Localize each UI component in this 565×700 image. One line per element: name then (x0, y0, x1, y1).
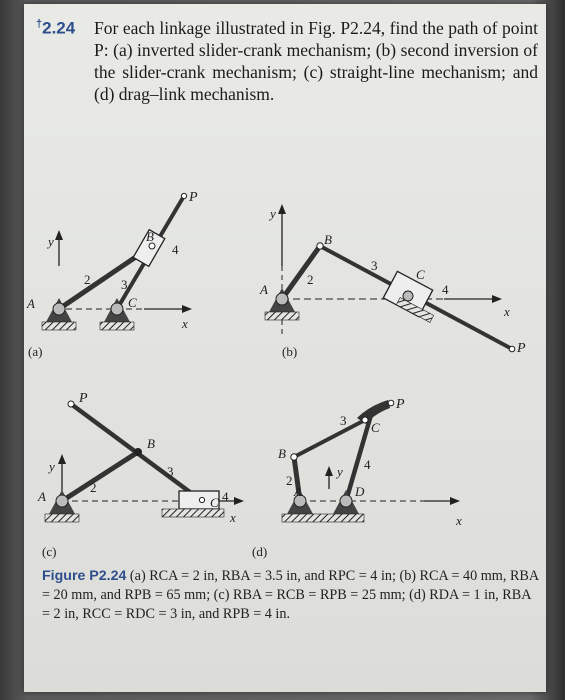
label-d-3: 3 (340, 413, 347, 428)
caption-title: Figure P2.24 (42, 568, 127, 584)
label-a-C: C (128, 295, 137, 310)
label-b-4: 4 (442, 282, 449, 297)
label-a-x: x (182, 316, 188, 331)
label-a-P: P (189, 190, 198, 205)
label-d-4: 4 (364, 457, 371, 472)
figure-b (259, 204, 526, 359)
label-b-y: y (270, 206, 276, 221)
label-d-2: 2 (286, 473, 293, 488)
label-d-P: P (396, 397, 405, 412)
label-a-2: 2 (84, 272, 91, 287)
label-b-C: C (416, 267, 425, 282)
figure-c-tag: (c) (42, 544, 57, 559)
label-b-3: 3 (371, 258, 378, 273)
figure-b-tag: (b) (282, 344, 298, 359)
textbook-page (24, 4, 546, 692)
label-a-A: A (27, 296, 35, 311)
figure-d (252, 397, 462, 559)
label-a-B: B (146, 229, 154, 244)
label-c-B: B (147, 436, 155, 451)
label-b-A: A (260, 282, 268, 297)
label-d-A: A (294, 484, 302, 499)
figure-a-tag: (a) (28, 344, 43, 359)
label-d-D: D (355, 484, 365, 499)
label-c-A: A (38, 489, 46, 504)
label-c-P: P (79, 391, 88, 406)
label-a-y: y (48, 234, 54, 249)
label-b-x: x (504, 304, 510, 319)
label-c-y: y (49, 459, 55, 474)
caption-text: (a) RCA = 2 in, RBA = 3.5 in, and RPC = 4 in; (b) RCA = 40 mm, RBA = 20 mm, and RPB = 65 mm; (c) RBA = RCB = RPB = 25 mm; (d) RDA = 1 in, RBA = 2 in, RCC = RDC = 3 in, and RPB = 4 in. (42, 568, 539, 622)
label-c-x: x (230, 510, 236, 525)
label-d-B: B (278, 446, 286, 461)
label-b-2: 2 (307, 272, 314, 287)
label-b-B: B (324, 232, 332, 247)
figure-a (26, 190, 198, 359)
label-d-C: C (371, 420, 380, 435)
label-c-3: 3 (167, 464, 174, 479)
figure-d-tag: (d) (252, 544, 268, 559)
figure-c (37, 391, 244, 559)
label-c-C: C (210, 495, 219, 510)
label-d-x: x (456, 513, 462, 528)
figure-caption (42, 567, 540, 624)
problem-number: †2.24 (36, 18, 76, 38)
problem-statement: For each linkage illustrated in Fig. P2.24, find the path of point P: (a) inverted slider-crank mechanism; (b) second inversion of the slider-crank mechanism; (c) straight-line mechanism; and (d) drag–link mechanism. (94, 18, 538, 104)
label-b-P: P (517, 341, 526, 356)
label-a-4: 4 (172, 242, 179, 257)
label-a-3: 3 (121, 277, 128, 292)
figure-p2-24 (24, 4, 546, 564)
label-c-2: 2 (90, 480, 97, 495)
label-c-4: 4 (222, 489, 229, 504)
label-d-y: y (337, 464, 343, 479)
